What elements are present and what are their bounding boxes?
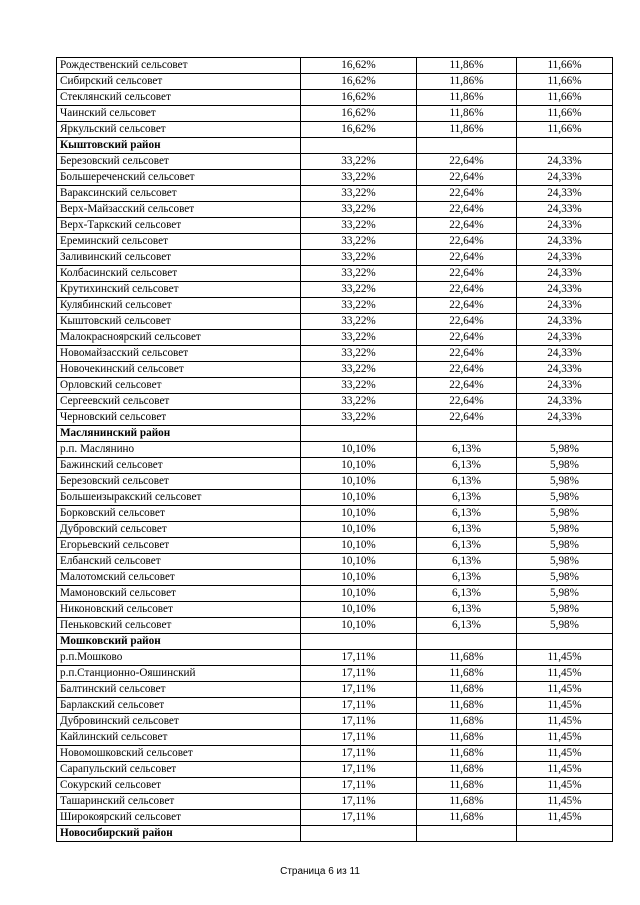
value-1-cell: 33,22% xyxy=(301,202,417,218)
district-name-cell: Колбасинский сельсовет xyxy=(57,266,301,282)
value-1-cell: 17,11% xyxy=(301,762,417,778)
value-1-cell: 16,62% xyxy=(301,122,417,138)
table-row xyxy=(57,298,613,314)
value-3-cell: 24,33% xyxy=(517,346,613,362)
table-row xyxy=(57,506,613,522)
district-name-cell: р.п.Мошково xyxy=(57,650,301,666)
value-2-cell: 22,64% xyxy=(417,346,517,362)
value-2-cell: 22,64% xyxy=(417,362,517,378)
table-row xyxy=(57,682,613,698)
value-1-cell: 33,22% xyxy=(301,346,417,362)
value-1-cell: 33,22% xyxy=(301,170,417,186)
value-3-cell: 24,33% xyxy=(517,314,613,330)
table-row xyxy=(57,74,613,90)
value-3-cell: 11,66% xyxy=(517,74,613,90)
value-3-cell: 5,98% xyxy=(517,506,613,522)
value-2-cell: 22,64% xyxy=(417,234,517,250)
value-3-cell: 24,33% xyxy=(517,282,613,298)
value-2-cell: 6,13% xyxy=(417,570,517,586)
table-row xyxy=(57,154,613,170)
table-row xyxy=(57,90,613,106)
value-2-cell: 22,64% xyxy=(417,330,517,346)
value-3-cell: 5,98% xyxy=(517,538,613,554)
district-name-cell: Пеньковский сельсовет xyxy=(57,618,301,634)
table-row xyxy=(57,650,613,666)
district-name-cell: Дубровский сельсовет xyxy=(57,522,301,538)
table-row xyxy=(57,314,613,330)
value-2-cell: 6,13% xyxy=(417,506,517,522)
value-2-cell: 11,68% xyxy=(417,746,517,762)
value-2-cell: 11,86% xyxy=(417,106,517,122)
value-3-cell: 5,98% xyxy=(517,442,613,458)
district-name-cell: Новомайзасский сельсовет xyxy=(57,346,301,362)
district-name-cell: Сокурский сельсовет xyxy=(57,778,301,794)
district-name-cell: Мошковский район xyxy=(57,634,301,650)
table-row xyxy=(57,714,613,730)
value-3-cell: 5,98% xyxy=(517,522,613,538)
value-1-cell: 16,62% xyxy=(301,74,417,90)
table-body xyxy=(57,58,613,842)
value-3-cell: 11,45% xyxy=(517,698,613,714)
value-1-cell: 33,22% xyxy=(301,298,417,314)
value-1-cell: 10,10% xyxy=(301,586,417,602)
page-footer xyxy=(0,866,640,877)
district-name-cell: Крутихинский сельсовет xyxy=(57,282,301,298)
value-3-cell: 24,33% xyxy=(517,266,613,282)
value-1-cell: 17,11% xyxy=(301,794,417,810)
district-name-cell: Орловский сельсовет xyxy=(57,378,301,394)
district-name-cell: Новомошковский сельсовет xyxy=(57,746,301,762)
value-3-cell: 11,45% xyxy=(517,682,613,698)
district-name-cell: Большереченский сельсовет xyxy=(57,170,301,186)
value-2-cell: 6,13% xyxy=(417,442,517,458)
value-2-cell: 22,64% xyxy=(417,298,517,314)
value-3-cell: 24,33% xyxy=(517,394,613,410)
district-name-cell: Кыштовский район xyxy=(57,138,301,154)
value-3-cell: 11,45% xyxy=(517,778,613,794)
table-row xyxy=(57,378,613,394)
value-2-cell: 22,64% xyxy=(417,282,517,298)
value-1-cell: 33,22% xyxy=(301,330,417,346)
value-1-cell: 33,22% xyxy=(301,154,417,170)
district-name-cell: Березовский сельсовет xyxy=(57,474,301,490)
section-header-row xyxy=(57,634,613,650)
district-name-cell: Новочекинский сельсовет xyxy=(57,362,301,378)
value-2-cell: 22,64% xyxy=(417,154,517,170)
value-3-cell: 24,33% xyxy=(517,234,613,250)
value-3-cell xyxy=(517,426,613,442)
district-name-cell: Сергеевский сельсовет xyxy=(57,394,301,410)
table-row xyxy=(57,234,613,250)
value-3-cell: 24,33% xyxy=(517,170,613,186)
value-3-cell: 5,98% xyxy=(517,458,613,474)
value-3-cell: 24,33% xyxy=(517,362,613,378)
value-3-cell: 24,33% xyxy=(517,330,613,346)
value-1-cell: 17,11% xyxy=(301,810,417,826)
value-1-cell: 10,10% xyxy=(301,522,417,538)
value-1-cell: 10,10% xyxy=(301,538,417,554)
value-2-cell: 6,13% xyxy=(417,522,517,538)
district-name-cell: Верх-Майзасский сельсовет xyxy=(57,202,301,218)
value-1-cell xyxy=(301,826,417,842)
value-1-cell: 17,11% xyxy=(301,650,417,666)
value-2-cell: 11,68% xyxy=(417,762,517,778)
value-1-cell: 33,22% xyxy=(301,218,417,234)
table-row xyxy=(57,330,613,346)
value-2-cell: 6,13% xyxy=(417,602,517,618)
table-row xyxy=(57,746,613,762)
table-row xyxy=(57,458,613,474)
value-2-cell xyxy=(417,138,517,154)
value-1-cell: 16,62% xyxy=(301,90,417,106)
table-row xyxy=(57,538,613,554)
district-name-cell: Заливинский сельсовет xyxy=(57,250,301,266)
table-row xyxy=(57,794,613,810)
district-name-cell: Стеклянский сельсовет xyxy=(57,90,301,106)
table-row xyxy=(57,490,613,506)
district-name-cell: Никоновский сельсовет xyxy=(57,602,301,618)
value-3-cell: 24,33% xyxy=(517,202,613,218)
table-row xyxy=(57,346,613,362)
value-3-cell: 24,33% xyxy=(517,154,613,170)
value-2-cell: 11,68% xyxy=(417,682,517,698)
value-1-cell: 10,10% xyxy=(301,490,417,506)
table-row xyxy=(57,442,613,458)
district-name-cell: Кайлинский сельсовет xyxy=(57,730,301,746)
value-1-cell: 10,10% xyxy=(301,618,417,634)
value-2-cell: 11,68% xyxy=(417,666,517,682)
value-2-cell: 22,64% xyxy=(417,410,517,426)
value-3-cell: 11,66% xyxy=(517,58,613,74)
value-3-cell: 5,98% xyxy=(517,618,613,634)
table-row xyxy=(57,570,613,586)
value-2-cell: 6,13% xyxy=(417,554,517,570)
table-row xyxy=(57,170,613,186)
district-name-cell: Черновский сельсовет xyxy=(57,410,301,426)
district-name-cell: Малокрасноярский сельсовет xyxy=(57,330,301,346)
table-row xyxy=(57,122,613,138)
value-2-cell: 11,68% xyxy=(417,778,517,794)
value-2-cell: 22,64% xyxy=(417,186,517,202)
table-row xyxy=(57,410,613,426)
table-row xyxy=(57,778,613,794)
value-2-cell: 22,64% xyxy=(417,378,517,394)
district-name-cell: Малотомский сельсовет xyxy=(57,570,301,586)
value-2-cell xyxy=(417,426,517,442)
district-name-cell: Березовский сельсовет xyxy=(57,154,301,170)
value-1-cell xyxy=(301,634,417,650)
value-3-cell: 5,98% xyxy=(517,602,613,618)
value-3-cell xyxy=(517,634,613,650)
district-name-cell: Вараксинский сельсовет xyxy=(57,186,301,202)
value-1-cell: 33,22% xyxy=(301,378,417,394)
value-3-cell: 5,98% xyxy=(517,570,613,586)
value-3-cell: 11,45% xyxy=(517,650,613,666)
value-2-cell: 11,86% xyxy=(417,90,517,106)
value-1-cell: 10,10% xyxy=(301,570,417,586)
value-2-cell: 11,68% xyxy=(417,698,517,714)
value-1-cell: 16,62% xyxy=(301,106,417,122)
table-row xyxy=(57,106,613,122)
table-row xyxy=(57,698,613,714)
value-3-cell: 24,33% xyxy=(517,186,613,202)
section-header-row xyxy=(57,426,613,442)
table-row xyxy=(57,394,613,410)
value-1-cell: 33,22% xyxy=(301,186,417,202)
value-2-cell: 22,64% xyxy=(417,170,517,186)
value-1-cell xyxy=(301,426,417,442)
value-3-cell: 5,98% xyxy=(517,474,613,490)
value-2-cell xyxy=(417,826,517,842)
table-row xyxy=(57,250,613,266)
value-1-cell: 17,11% xyxy=(301,666,417,682)
value-1-cell: 10,10% xyxy=(301,554,417,570)
value-3-cell: 11,66% xyxy=(517,90,613,106)
value-1-cell: 10,10% xyxy=(301,602,417,618)
value-3-cell: 24,33% xyxy=(517,250,613,266)
value-3-cell: 11,45% xyxy=(517,794,613,810)
value-1-cell: 17,11% xyxy=(301,730,417,746)
value-3-cell: 24,33% xyxy=(517,218,613,234)
district-name-cell: Маслянинский район xyxy=(57,426,301,442)
district-name-cell: Дубровинский сельсовет xyxy=(57,714,301,730)
value-3-cell: 11,45% xyxy=(517,714,613,730)
value-2-cell: 22,64% xyxy=(417,202,517,218)
value-2-cell: 11,86% xyxy=(417,58,517,74)
value-1-cell: 33,22% xyxy=(301,266,417,282)
value-1-cell: 33,22% xyxy=(301,362,417,378)
value-3-cell: 11,45% xyxy=(517,810,613,826)
district-name-cell: Кулябинский сельсовет xyxy=(57,298,301,314)
value-1-cell: 33,22% xyxy=(301,282,417,298)
value-3-cell: 11,45% xyxy=(517,746,613,762)
value-1-cell xyxy=(301,138,417,154)
value-3-cell: 24,33% xyxy=(517,378,613,394)
district-name-cell: Верх-Таркский сельсовет xyxy=(57,218,301,234)
value-2-cell: 11,68% xyxy=(417,730,517,746)
value-2-cell: 22,64% xyxy=(417,266,517,282)
page-number-label: Страница 6 из 11 xyxy=(280,866,360,877)
value-3-cell: 5,98% xyxy=(517,586,613,602)
value-2-cell: 11,68% xyxy=(417,714,517,730)
value-2-cell: 11,68% xyxy=(417,794,517,810)
value-2-cell: 6,13% xyxy=(417,538,517,554)
value-2-cell xyxy=(417,634,517,650)
table-row xyxy=(57,666,613,682)
section-header-row xyxy=(57,138,613,154)
table-row xyxy=(57,730,613,746)
value-1-cell: 10,10% xyxy=(301,506,417,522)
district-name-cell: р.п. Маслянино xyxy=(57,442,301,458)
value-1-cell: 10,10% xyxy=(301,442,417,458)
table-row xyxy=(57,266,613,282)
district-name-cell: Бажинский сельсовет xyxy=(57,458,301,474)
table-row xyxy=(57,218,613,234)
value-2-cell: 11,68% xyxy=(417,650,517,666)
table-row xyxy=(57,618,613,634)
value-3-cell: 11,45% xyxy=(517,730,613,746)
value-2-cell: 6,13% xyxy=(417,474,517,490)
value-3-cell xyxy=(517,826,613,842)
value-2-cell: 6,13% xyxy=(417,618,517,634)
value-2-cell: 11,68% xyxy=(417,810,517,826)
value-1-cell: 17,11% xyxy=(301,682,417,698)
district-name-cell: Ереминский сельсовет xyxy=(57,234,301,250)
value-2-cell: 6,13% xyxy=(417,586,517,602)
value-2-cell: 6,13% xyxy=(417,458,517,474)
value-1-cell: 33,22% xyxy=(301,394,417,410)
value-1-cell: 17,11% xyxy=(301,778,417,794)
district-name-cell: Балтинский сельсовет xyxy=(57,682,301,698)
value-3-cell: 24,33% xyxy=(517,298,613,314)
table-row xyxy=(57,202,613,218)
table-row xyxy=(57,474,613,490)
allocation-table xyxy=(56,57,613,842)
value-2-cell: 22,64% xyxy=(417,314,517,330)
value-3-cell: 11,45% xyxy=(517,666,613,682)
table-row xyxy=(57,58,613,74)
value-3-cell: 11,66% xyxy=(517,122,613,138)
table-row xyxy=(57,586,613,602)
district-name-cell: Большеизыракский сельсовет xyxy=(57,490,301,506)
value-1-cell: 17,11% xyxy=(301,714,417,730)
district-name-cell: Сарапульский сельсовет xyxy=(57,762,301,778)
value-1-cell: 16,62% xyxy=(301,58,417,74)
value-2-cell: 22,64% xyxy=(417,394,517,410)
district-name-cell: Барлакский сельсовет xyxy=(57,698,301,714)
district-name-cell: Сибирский сельсовет xyxy=(57,74,301,90)
value-1-cell: 10,10% xyxy=(301,458,417,474)
table-row xyxy=(57,554,613,570)
table-row xyxy=(57,522,613,538)
district-name-cell: Рождественский сельсовет xyxy=(57,58,301,74)
value-2-cell: 6,13% xyxy=(417,490,517,506)
district-name-cell: Кыштовский сельсовет xyxy=(57,314,301,330)
value-1-cell: 33,22% xyxy=(301,314,417,330)
value-3-cell: 5,98% xyxy=(517,554,613,570)
table-row xyxy=(57,362,613,378)
table-row xyxy=(57,186,613,202)
value-1-cell: 33,22% xyxy=(301,410,417,426)
district-name-cell: Новосибирский район xyxy=(57,826,301,842)
value-1-cell: 33,22% xyxy=(301,234,417,250)
value-3-cell: 11,45% xyxy=(517,762,613,778)
district-name-cell: Широкоярский сельсовет xyxy=(57,810,301,826)
value-1-cell: 10,10% xyxy=(301,474,417,490)
value-2-cell: 11,86% xyxy=(417,122,517,138)
value-2-cell: 22,64% xyxy=(417,250,517,266)
district-name-cell: Чаинский сельсовет xyxy=(57,106,301,122)
value-1-cell: 17,11% xyxy=(301,698,417,714)
value-3-cell: 24,33% xyxy=(517,410,613,426)
value-3-cell xyxy=(517,138,613,154)
value-1-cell: 33,22% xyxy=(301,250,417,266)
district-name-cell: Ташаринский сельсовет xyxy=(57,794,301,810)
table-row xyxy=(57,810,613,826)
district-name-cell: Мамоновский сельсовет xyxy=(57,586,301,602)
value-3-cell: 5,98% xyxy=(517,490,613,506)
district-name-cell: Егорьевский сельсовет xyxy=(57,538,301,554)
value-1-cell: 17,11% xyxy=(301,746,417,762)
district-name-cell: р.п.Станционно-Ояшинский xyxy=(57,666,301,682)
table-row xyxy=(57,602,613,618)
district-name-cell: Борковский сельсовет xyxy=(57,506,301,522)
value-3-cell: 11,66% xyxy=(517,106,613,122)
table-row xyxy=(57,282,613,298)
value-2-cell: 22,64% xyxy=(417,218,517,234)
value-2-cell: 11,86% xyxy=(417,74,517,90)
table-row xyxy=(57,762,613,778)
district-name-cell: Яркульский сельсовет xyxy=(57,122,301,138)
section-header-row xyxy=(57,826,613,842)
district-name-cell: Елбанский сельсовет xyxy=(57,554,301,570)
